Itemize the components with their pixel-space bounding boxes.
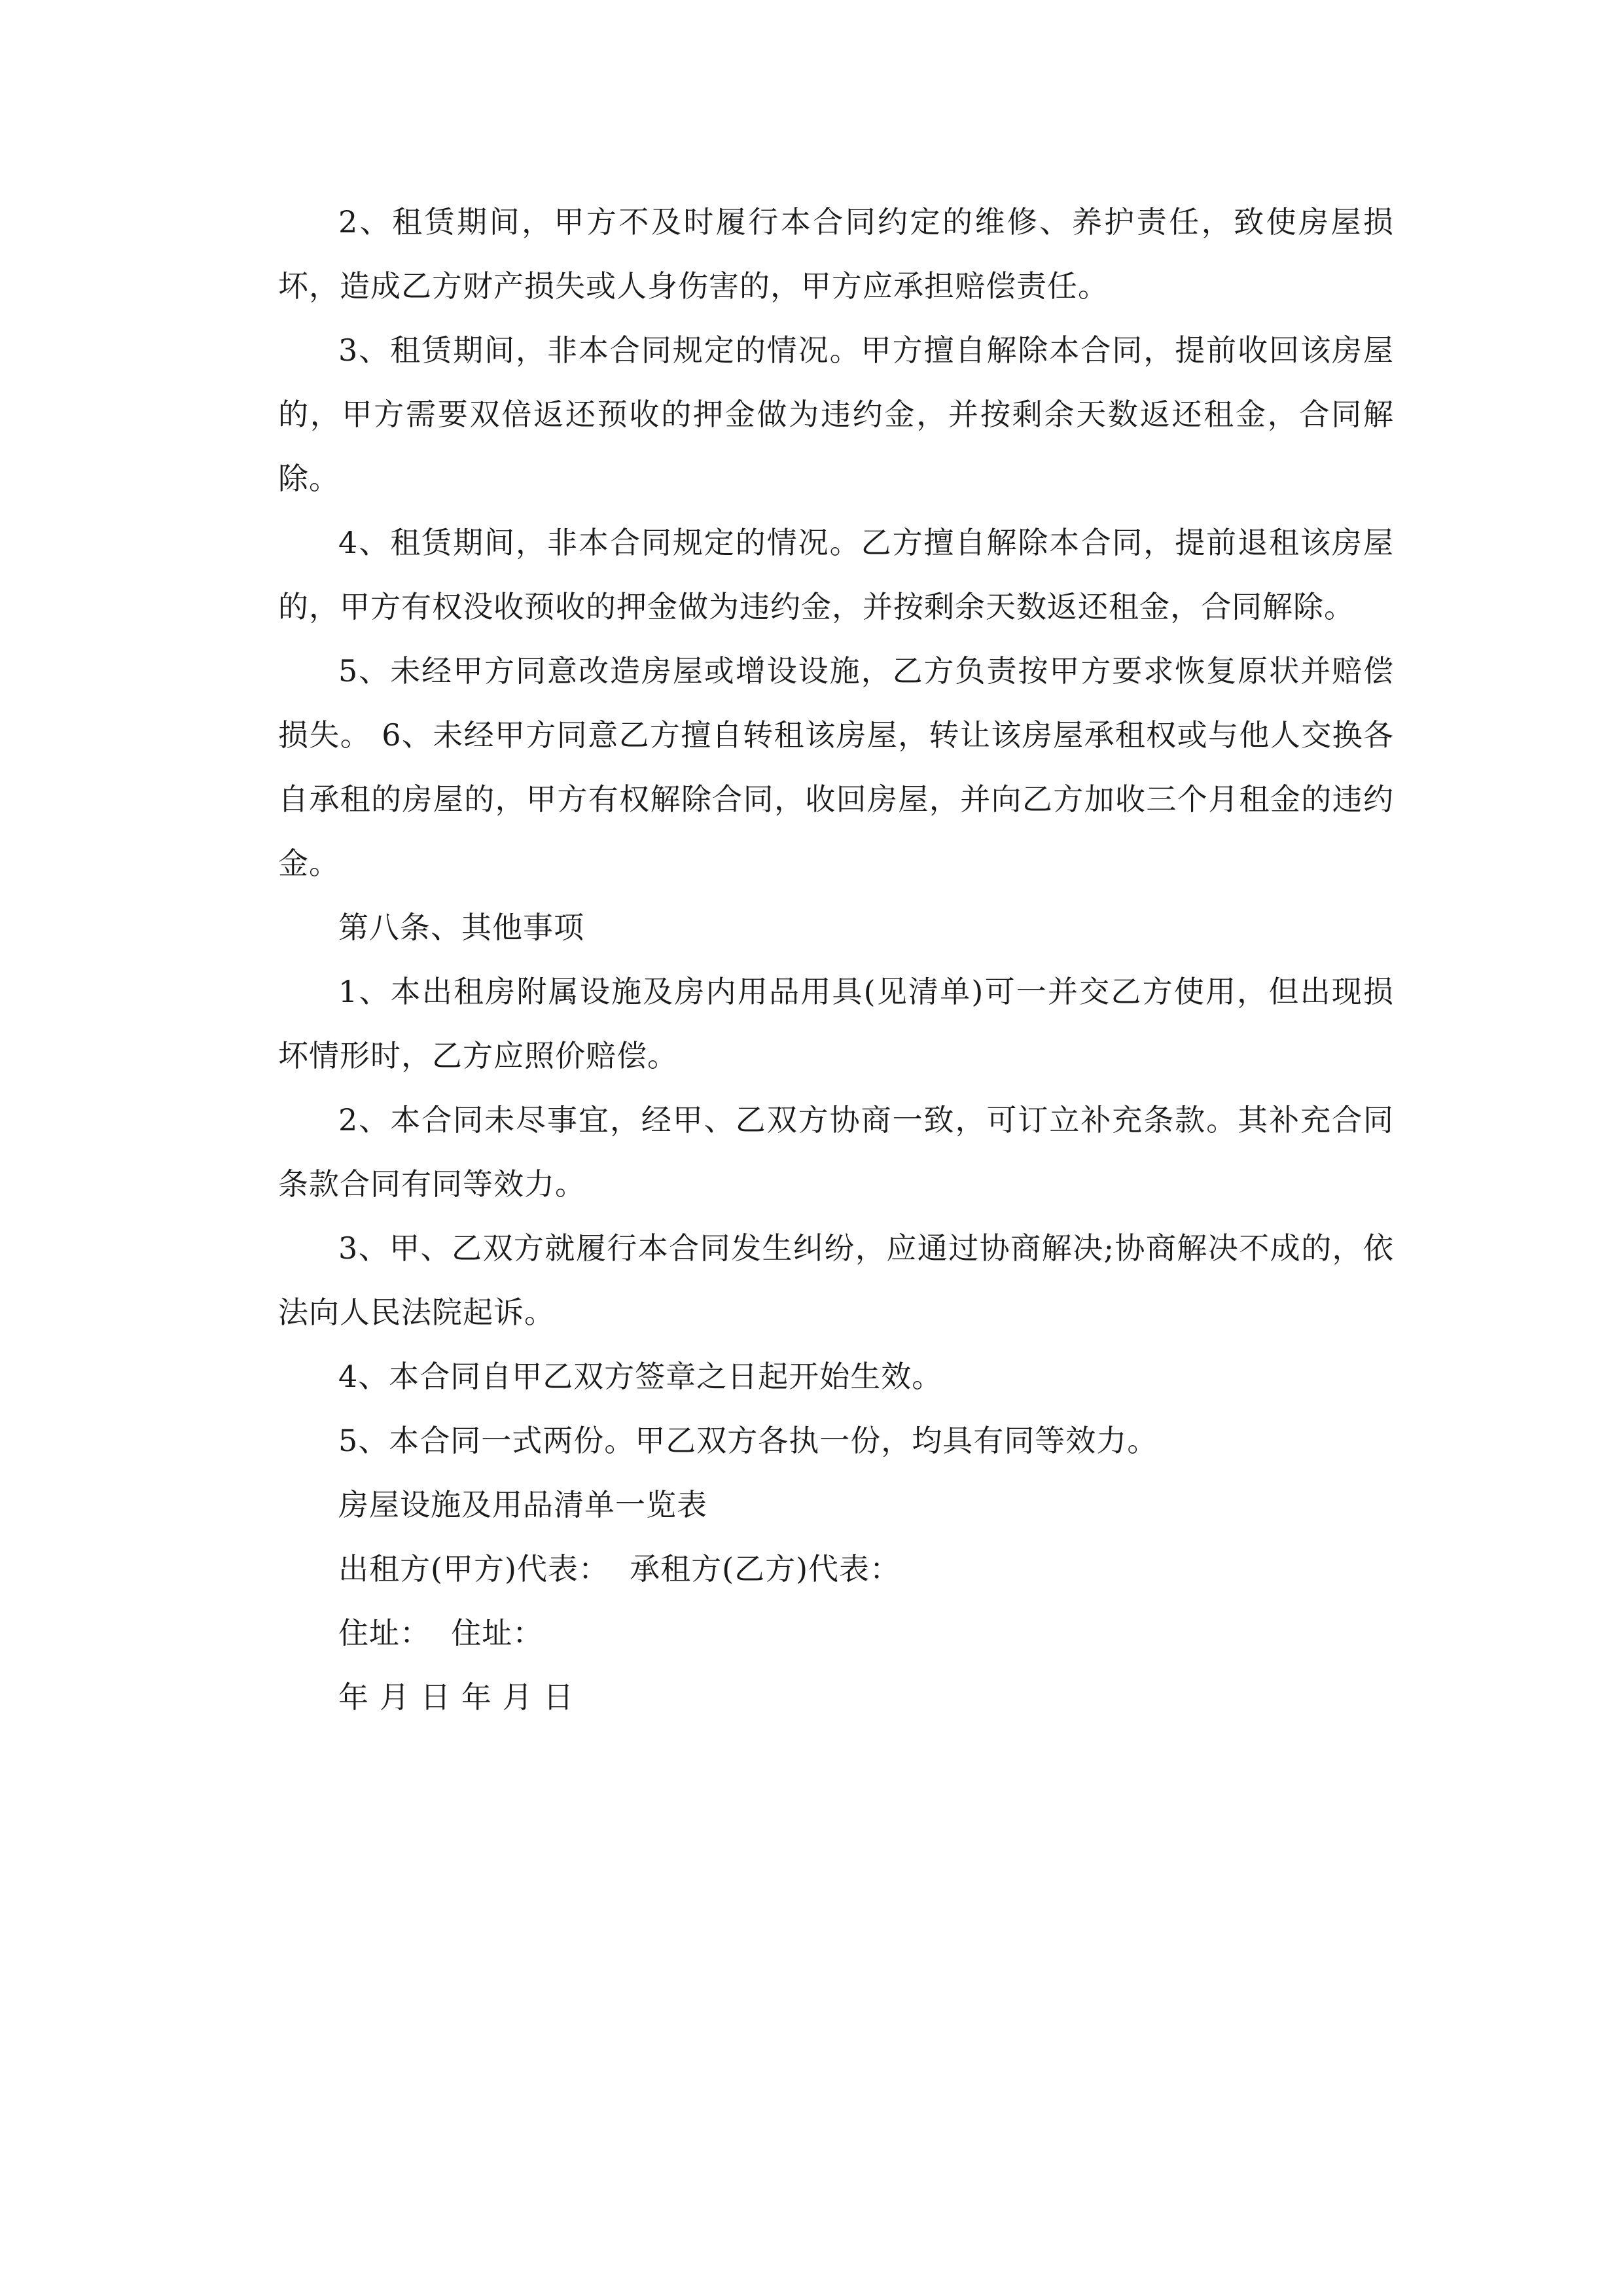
other-matters-5-paragraph: 5、本合同一式两份。甲乙双方各执一份，均具有同等效力。: [338, 1423, 1158, 1458]
other-matters-2-paragraph: 2、本合同未尽事宜，经甲、乙双方协商一致，可订立补充条款。其补充合同条款合同有同等效力。: [278, 1102, 1394, 1202]
clause-2-paragraph: 2、租赁期间，甲方不及时履行本合同约定的维修、养护责任，致使房屋损坏，造成乙方财产损失或人身伤害的，甲方应承担赔偿责任。: [278, 204, 1394, 304]
section-8-heading: 第八条、其他事项: [338, 910, 584, 945]
clause-5-6-paragraph: 5、未经甲方同意改造房屋或增设设施，乙方负责按甲方要求恢复原状并赔偿损失。 6、未经甲方同意乙方擅自转租该房屋，转让该房屋承租权或与他人交换各自承租的房屋的，甲方有权解除合同，收回房屋，并向乙方加收三个月租金的违约金。: [278, 653, 1394, 881]
other-matters-3-paragraph: 3、甲、乙双方就履行本合同发生纠纷，应通过协商解决;协商解决不成的，依法向人民法院起诉。: [278, 1230, 1394, 1330]
signature-address-line: 住址： 住址：: [338, 1615, 544, 1651]
document-body: [278, 190, 1394, 1729]
signature-date-line: 年 月 日 年 月 日: [338, 1679, 575, 1715]
other-matters-1-paragraph: 1、本出租房附属设施及房内用品用具(见清单)可一并交乙方使用，但出现损坏情形时，乙方应照价赔偿。: [278, 974, 1394, 1073]
clause-3-paragraph: 3、租赁期间，非本合同规定的情况。甲方擅自解除本合同，提前收回该房屋的，甲方需要双倍返还预收的押金做为违约金，并按剩余天数返还租金，合同解除。: [278, 332, 1394, 496]
facility-list-title: 房屋设施及用品清单一览表: [338, 1487, 707, 1522]
clause-4-paragraph: 4、租赁期间，非本合同规定的情况。乙方擅自解除本合同，提前退租该房屋的，甲方有权没收预收的押金做为违约金，并按剩余天数返还租金，合同解除。: [278, 525, 1394, 624]
other-matters-4-paragraph: 4、本合同自甲乙双方签章之日起开始生效。: [338, 1359, 943, 1394]
signature-parties-line: 出租方(甲方)代表： 承租方(乙方)代表：: [338, 1551, 901, 1587]
